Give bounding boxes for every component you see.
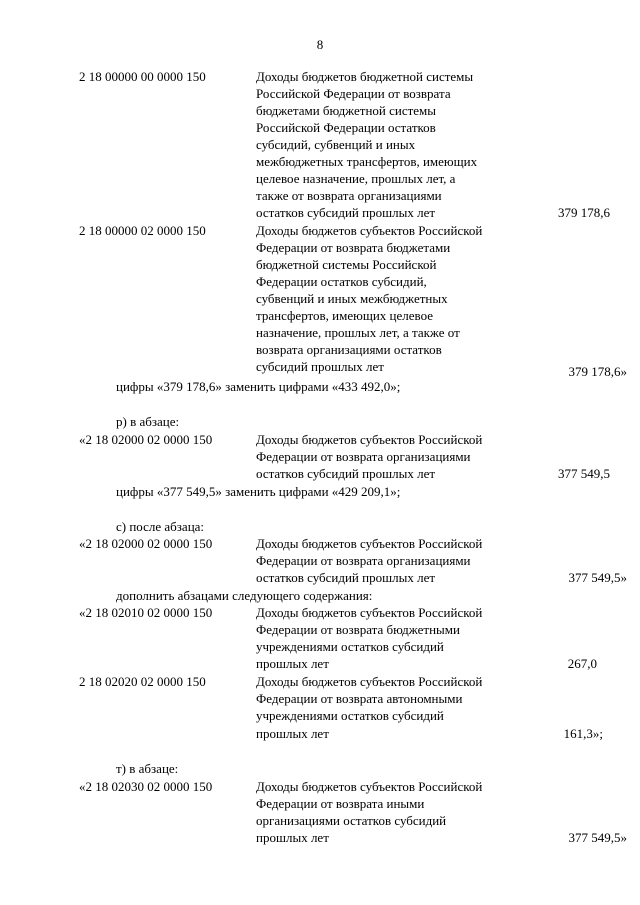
description-line: прошлых лет (256, 656, 329, 671)
description-line: трансфертов, имеющих целевое (256, 308, 434, 323)
description-line: субсидий, субвенций и иных (256, 137, 416, 152)
description-line: межбюджетных трансфертов, имеющих (256, 154, 478, 169)
description-line: Доходы бюджетов субъектов Российской (256, 605, 483, 620)
budget-code: «2 18 02000 02 0000 150 (79, 536, 213, 551)
description-line: Доходы бюджетов субъектов Российской (256, 536, 483, 551)
description-line: Федерации от возврата бюджетными (256, 622, 460, 637)
budget-code: «2 18 02010 02 0000 150 (79, 605, 213, 620)
description-line: Федерации от возврата организациями (256, 553, 471, 568)
description-line: Федерации от возврата автономными (256, 691, 463, 706)
description-line: целевое назначение, прошлых лет, а (256, 171, 456, 186)
description-line: субсидий прошлых лет (256, 359, 384, 374)
amount: 379 178,6 (558, 205, 610, 220)
description-line: бюджетной системы Российской (256, 257, 437, 272)
description-line: Российской Федерации остатков (256, 120, 436, 135)
description-line: Доходы бюджетов субъектов Российской (256, 432, 483, 447)
budget-code: 2 18 00000 02 0000 150 (79, 223, 206, 238)
amount: 377 549,5» (568, 570, 627, 585)
budget-code: 2 18 00000 00 0000 150 (79, 69, 206, 84)
page-number: 8 (316, 37, 324, 52)
description-line: учреждениями остатков субсидий (256, 708, 444, 723)
description-line: прошлых лет (256, 830, 329, 845)
description-line: учреждениями остатков субсидий (256, 639, 444, 654)
description-line: Доходы бюджетов субъектов Российской (256, 674, 483, 689)
description-line: бюджетами бюджетной системы (256, 103, 437, 118)
description-line: Федерации от возврата организациями (256, 449, 471, 464)
description-line: остатков субсидий прошлых лет (256, 205, 436, 220)
description-line: субвенций и иных межбюджетных (256, 291, 448, 306)
description-line: Доходы бюджетов бюджетной системы (256, 69, 474, 84)
description-line: Российской Федерации от возврата (256, 86, 451, 101)
description-line: организациями остатков субсидий (256, 813, 447, 828)
budget-code: 2 18 02020 02 0000 150 (79, 674, 206, 689)
budget-code: «2 18 02000 02 0000 150 (79, 432, 213, 447)
amount: 267,0 (567, 656, 597, 671)
description-line: Федерации от возврата иными (256, 796, 425, 811)
replacement-instruction: цифры «379 178,6» заменить цифрами «433 492,0»; (116, 379, 401, 394)
amount: 377 549,5 (558, 466, 610, 481)
amount: 161,3»; (563, 726, 603, 741)
description-line: остатков субсидий прошлых лет (256, 570, 436, 585)
description-line: остатков субсидий прошлых лет (256, 466, 436, 481)
section-label: с) после абзаца: (116, 519, 205, 534)
description-line: назначение, прошлых лет, а также от (256, 325, 460, 340)
description-line: также от возврата организациями (256, 188, 442, 203)
amount: 377 549,5» (568, 830, 627, 845)
description-line: Доходы бюджетов субъектов Российской (256, 779, 483, 794)
description-line: Федерации от возврата бюджетами (256, 240, 451, 255)
section-label: т) в абзаце: (116, 761, 179, 776)
description-line: Федерации остатков субсидий, (256, 274, 427, 289)
add-instruction: дополнить абзацами следующего содержания: (116, 588, 373, 603)
budget-code: «2 18 02030 02 0000 150 (79, 779, 213, 794)
description-line: возврата организациями остатков (256, 342, 442, 357)
description-line: Доходы бюджетов субъектов Российской (256, 223, 483, 238)
amount: 379 178,6» (568, 364, 627, 379)
replacement-instruction: цифры «377 549,5» заменить цифрами «429 209,1»; (116, 484, 401, 499)
section-label: р) в абзаце: (116, 414, 180, 429)
description-line: прошлых лет (256, 726, 329, 741)
